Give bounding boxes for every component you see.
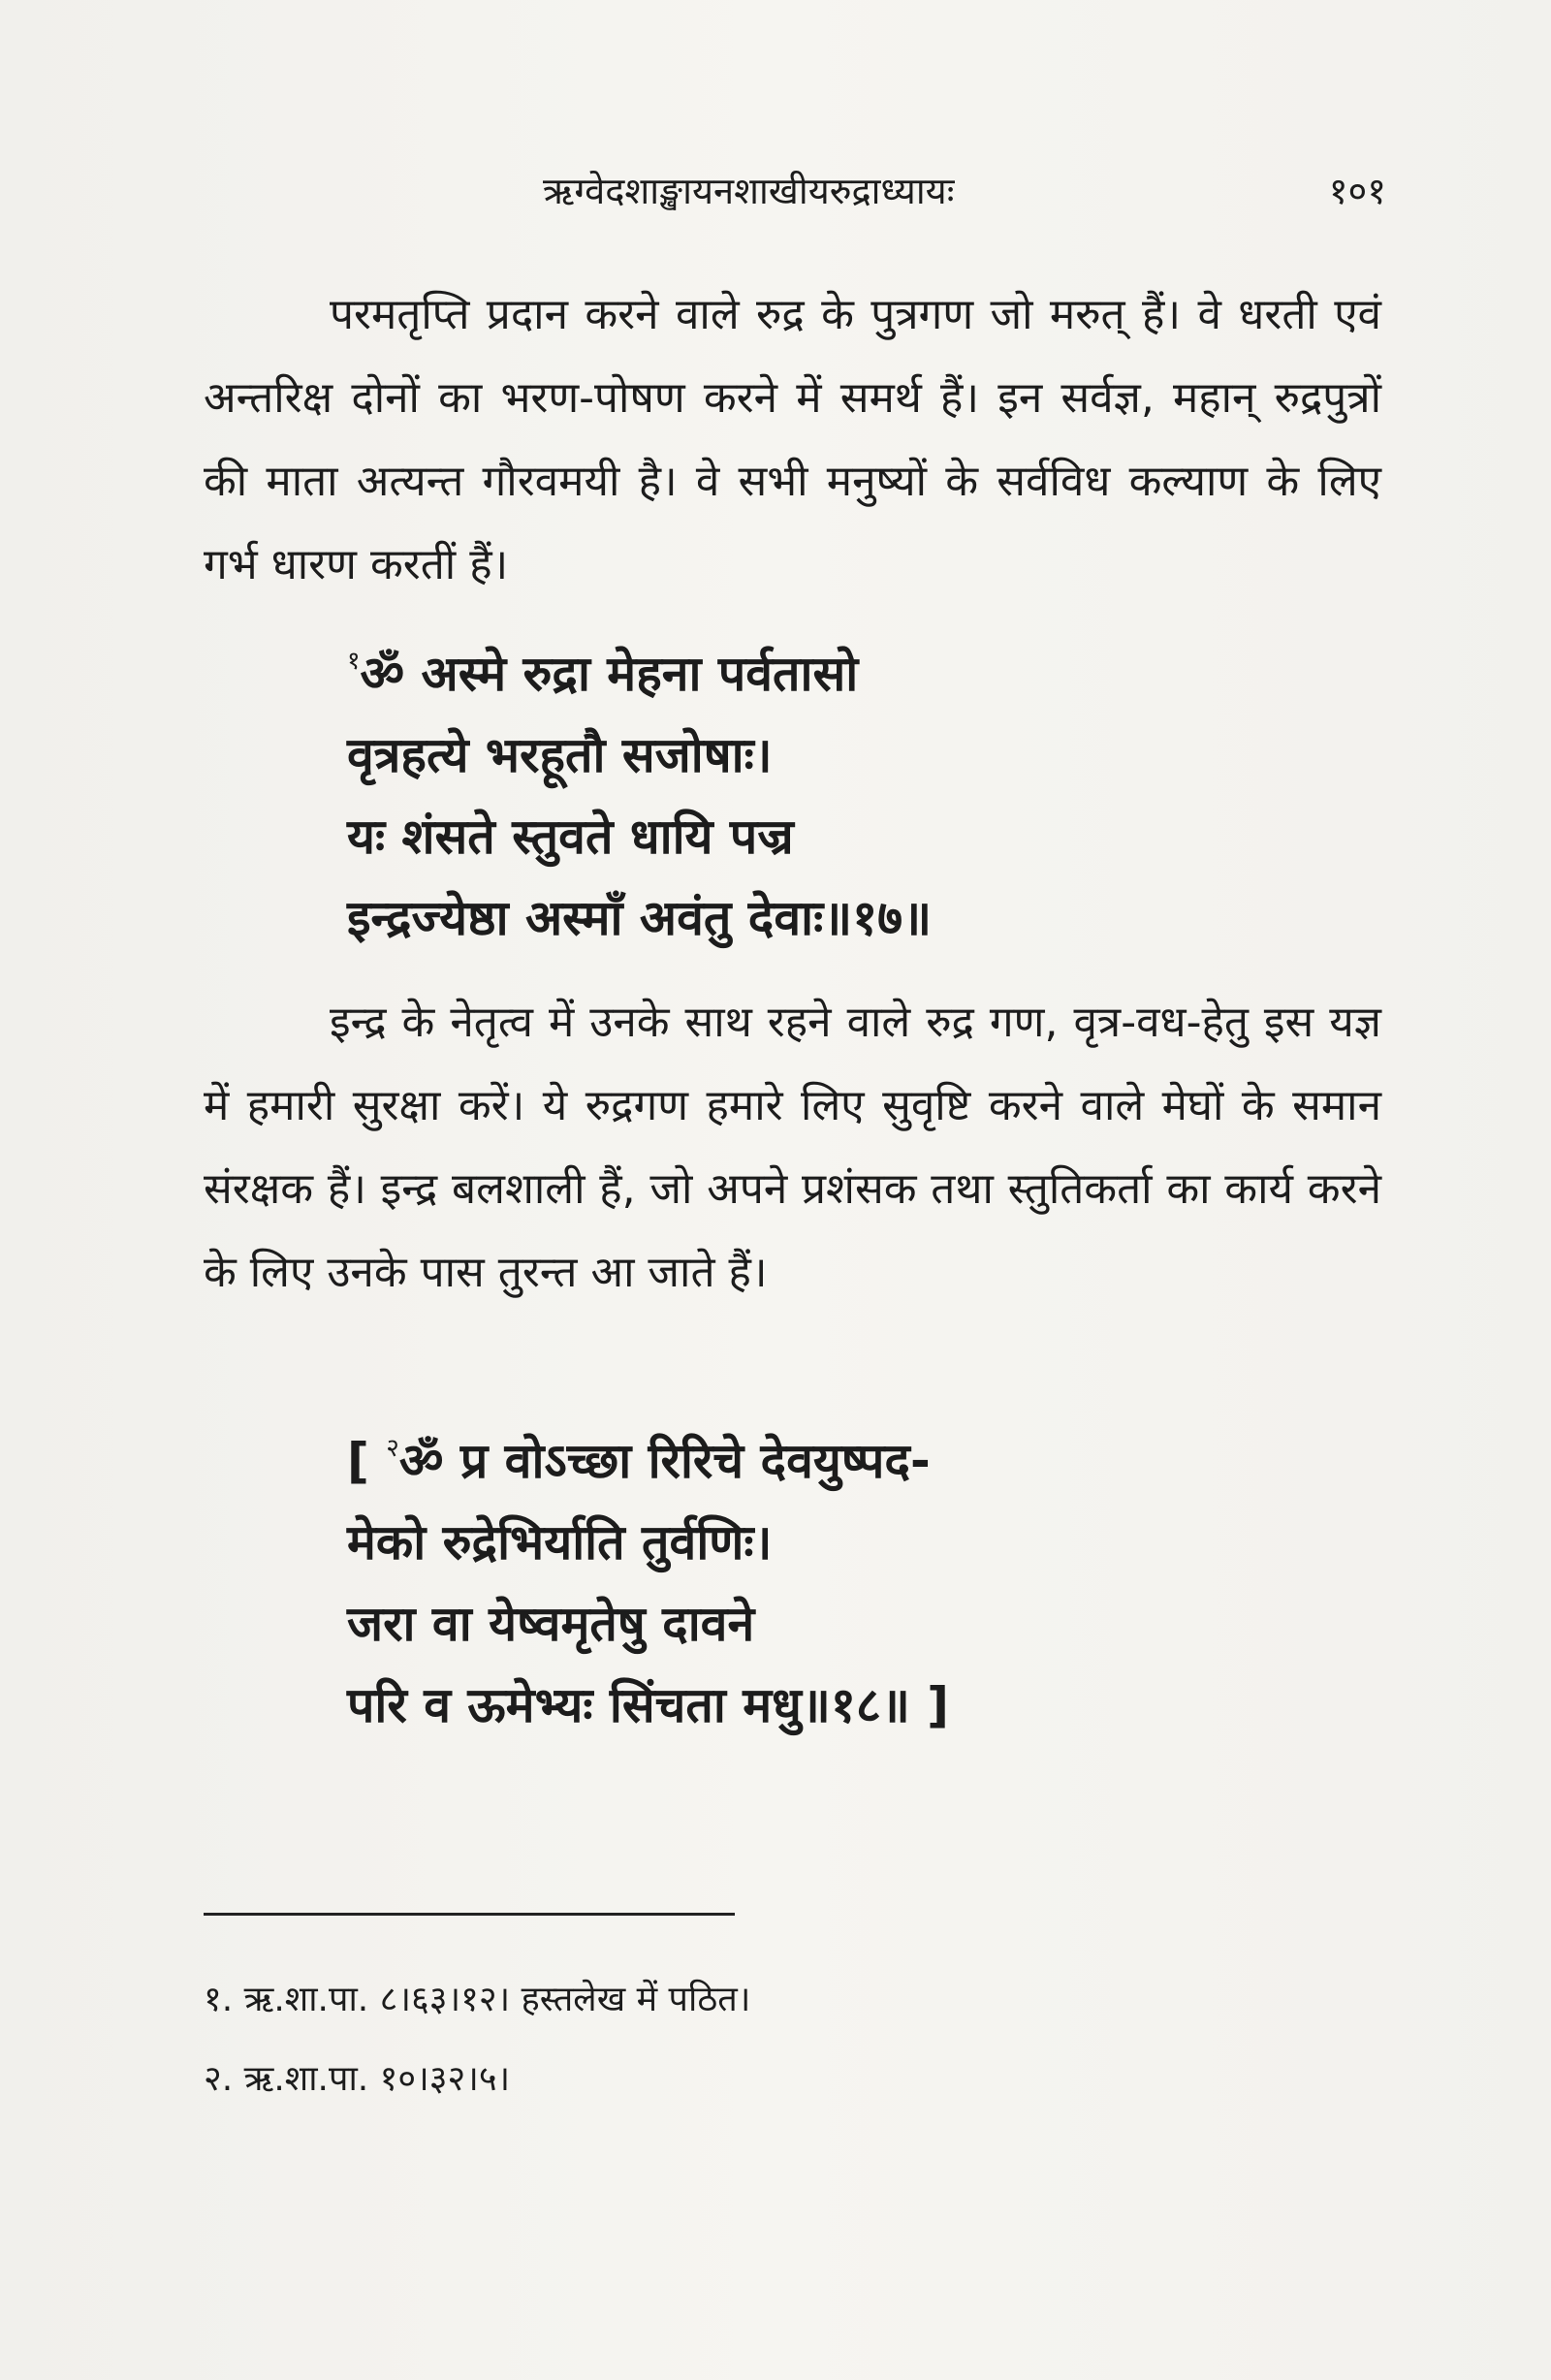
page-number: १०१ xyxy=(1328,170,1386,212)
footnote-2: २. ऋ.शा.पा. १०।३२।५। xyxy=(204,2059,511,2099)
footnotes xyxy=(204,1960,1270,2119)
page-header xyxy=(204,165,1386,223)
running-title: ऋग्वेदशाङ्खायनशाखीयरुद्राध्यायः xyxy=(543,170,955,212)
footnote-divider xyxy=(204,1913,735,1916)
verse-line xyxy=(347,620,1375,714)
verse-line: जरा वा येष्वमृतेषु दावने xyxy=(347,1596,755,1652)
footnote-1: १. ऋ.शा.पा. ८।६३।१२। हस्तलेख में पठित। xyxy=(204,1980,751,2019)
verse-line: इन्द्रज्येष्ठा अस्माँ अवंतु देवाः॥१७॥ xyxy=(347,890,933,946)
verse-line: मेको रुद्रेभिर्याति तुर्वणिः। xyxy=(347,1514,773,1571)
verse-18 xyxy=(347,1408,1375,1746)
verse-line: यः शंसते स्तुवते धायि पज्र xyxy=(347,809,794,865)
open-bracket: [ xyxy=(347,1433,369,1489)
verse-line: परि व ऊमेभ्यः सिंचता मधु॥१८॥ ] xyxy=(347,1677,950,1733)
paragraph-1-text: परमतृप्ति प्रदान करने वाले रुद्र के पुत्रगण जो मरुत् हैं। वे धरती एवं अन्तरिक्ष दोनों का भरण-पोषण करने में समर्थ हैं। इन सर्वज्ञ, महान् रुद्रपुत्रों की माता अत्यन्त गौरवमयी है। वे सभी मनुष्यों के सर्वविध कल्याण के लिए गर्भ धारण करतीं हैं। xyxy=(204,290,1381,589)
footnote-marker: २ xyxy=(386,1434,399,1463)
paragraph-2-text: इन्द्र के नेतृत्व में उनके साथ रहने वाले रुद्र गण, वृत्र-वध-हेतु इस यज्ञ में हमारी सुरक्षा करें। ये रुद्रगण हमारे लिए सुवृष्टि करने वाले मेघों के समान संरक्षक हैं। इन्द्र बलशाली हैं, जो अपने प्रशंसक तथा स्तुतिकर्ता का कार्य करने के लिए उनके पास तुरन्त आ जाते हैं। xyxy=(204,998,1381,1297)
translation-paragraph-2 xyxy=(204,981,1381,1315)
footnote-marker: १ xyxy=(347,647,361,676)
verse-line: वृत्रहत्ये भरहूतौ सजोषाः। xyxy=(347,727,773,783)
verse-line xyxy=(347,1408,1375,1502)
verse-17 xyxy=(347,620,1375,959)
verse-text: ॐ अस्मे रुद्रा मेहना पर्वतासो xyxy=(360,646,859,702)
translation-paragraph-1 xyxy=(204,273,1381,607)
verse-text: ॐ प्र वोऽच्छा रिरिचे देवयुष्पद- xyxy=(398,1433,931,1489)
